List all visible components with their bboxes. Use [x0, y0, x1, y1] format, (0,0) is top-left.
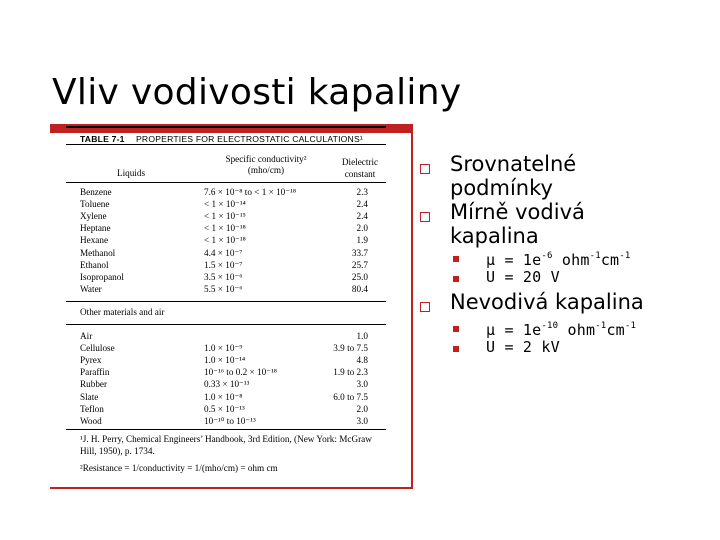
table-cell-name: Heptane: [80, 223, 111, 234]
table-cell-name: Xylene: [80, 211, 107, 222]
table-cell-name: Teflon: [80, 403, 104, 414]
table-footnote-2: ²Resistance = 1/conductivity = 1/(mho/cm) = ohm cm: [80, 463, 278, 473]
table-cell-conductivity: < 1 × 10⁻¹⁸: [204, 235, 246, 246]
table-rule: [66, 429, 386, 430]
table-cell-name: Rubber: [80, 379, 108, 390]
filled-square-bullet-icon: [453, 276, 459, 282]
table-cell-conductivity: < 1 × 10⁻¹⁵: [204, 211, 246, 222]
sub-bullet-item: $\mu = 1e^{-6}$ $ohm^{-1}cm^{-1}$: [486, 251, 631, 269]
table-cell-name: Water: [80, 283, 102, 294]
conductivity-table: [66, 126, 388, 480]
table-cell-dielectric: 6.0 to 7.5: [333, 391, 368, 402]
filled-square-bullet-icon: [453, 346, 459, 352]
table-cell-name: Cellulose: [80, 343, 115, 354]
table-cell-conductivity: 1.0 × 10⁻⁹: [204, 343, 243, 354]
table-cell-dielectric: 2.0: [356, 403, 368, 414]
table-cell-dielectric: 1.0: [356, 331, 368, 341]
table-frame-right: [411, 124, 413, 489]
table-cell-name: Toluene: [80, 199, 110, 210]
square-bullet-icon: [420, 164, 430, 174]
table-cell-dielectric: 33.7: [351, 247, 368, 258]
table-frame-bottom: [50, 487, 413, 489]
square-bullet-icon: [420, 212, 430, 222]
table-label: TABLE 7-1: [80, 134, 125, 144]
table-cell-conductivity: 3.5 × 10⁻⁶: [204, 271, 243, 282]
col-dielectric-2: constant: [344, 169, 376, 179]
table-rule: [66, 301, 386, 302]
table-cell-conductivity: 4.4 × 10⁻⁷: [204, 247, 243, 258]
table-cell-conductivity: 1.0 × 10⁻¹⁴: [204, 355, 246, 366]
bullet-item: Srovnatelné podmínky: [450, 152, 577, 200]
table-cell-dielectric: 3.0: [356, 415, 368, 426]
table-cell-conductivity: 0.33 × 10⁻¹³: [204, 379, 250, 390]
table-cell-dielectric: 2.4: [356, 211, 368, 222]
table-cell-dielectric: 1.9 to 2.3: [333, 367, 368, 378]
table-cell-conductivity: 0.5 × 10⁻¹³: [204, 403, 245, 414]
table-cell-conductivity: 10⁻¹⁰ to 10⁻¹³: [204, 415, 256, 426]
table-name: PROPERTIES FOR ELECTROSTATIC CALCULATIONS¹: [136, 134, 363, 144]
table-cell-conductivity: 5.5 × 10⁻⁶: [204, 283, 243, 294]
sub-bullet-item: U = 2 kV: [486, 338, 560, 356]
col-liquids: Liquids: [116, 168, 146, 178]
table-cell-conductivity: 10⁻¹⁶ to 0.2 × 10⁻¹⁸: [204, 367, 277, 378]
table-cell-dielectric: 25.7: [351, 259, 368, 270]
col-dielectric: Dielectric: [341, 157, 379, 167]
table-footnote-1: ¹J. H. Perry, Chemical Engineers’ Handbook, 3rd Edition, (New York: McGraw Hill, 1950), p. 1734.: [80, 434, 372, 456]
table-cell-name: Wood: [80, 415, 102, 426]
slide-title: Vliv vodivosti kapaliny: [52, 72, 462, 113]
table-rule: [66, 144, 386, 145]
table-cell-dielectric: 2.0: [356, 223, 368, 234]
table-header: [66, 126, 386, 146]
bullet-item: Nevodivá kapalina: [450, 290, 644, 314]
table-cell-name: Isopropanol: [80, 271, 124, 282]
table-cell-name: Paraffin: [80, 367, 110, 378]
table-cell-name: Pyrex: [80, 355, 102, 366]
table-cell-conductivity: 1.0 × 10⁻⁸: [204, 391, 243, 402]
square-bullet-icon: [420, 302, 430, 312]
table-cell-dielectric: 2.3: [356, 187, 368, 197]
filled-square-bullet-icon: [453, 326, 459, 332]
table-cell-name: Air: [80, 331, 93, 341]
table-cell-conductivity: < 1 × 10⁻¹⁸: [204, 223, 246, 234]
table-cell-dielectric: 3.9 to 7.5: [333, 343, 368, 354]
table-cell-name: Methanol: [80, 247, 116, 258]
table-rule: [66, 182, 386, 183]
table-cell-name: Slate: [80, 391, 99, 402]
table-cell-name: Ethanol: [80, 259, 109, 270]
col-conductivity: Specific conductivity²: [225, 154, 307, 164]
table-cell-dielectric: 3.0: [356, 379, 368, 390]
table-cell-dielectric: 1.9: [356, 235, 368, 246]
sub-bullet-item: $\mu = 1e^{-10}$ $ohm^{-1}cm^{-1}$: [486, 321, 637, 339]
sub-bullet-item: U = 20 V: [486, 268, 560, 286]
table-cell-dielectric: 25.0: [351, 271, 368, 282]
table-cell-dielectric: 4.8: [356, 355, 368, 366]
table-cell-conductivity: 1.5 × 10⁻⁷: [204, 259, 243, 270]
table-rule: [66, 324, 386, 325]
table-cell-dielectric: 80.4: [351, 283, 368, 294]
table-cell-name: Hexane: [80, 235, 109, 246]
table-cell-conductivity: 7.6 × 10⁻⁸ to < 1 × 10⁻¹⁸: [204, 187, 297, 197]
table-cell-conductivity: < 1 × 10⁻¹⁴: [204, 199, 246, 210]
table-cell-dielectric: 2.4: [356, 199, 368, 210]
filled-square-bullet-icon: [453, 256, 459, 262]
col-conductivity-unit: (mho/cm): [247, 165, 285, 175]
table-cell-name: Benzene: [80, 187, 112, 197]
other-section-heading: Other materials and air: [80, 307, 165, 317]
bullet-item: Mírně vodivá kapalina: [450, 200, 585, 248]
